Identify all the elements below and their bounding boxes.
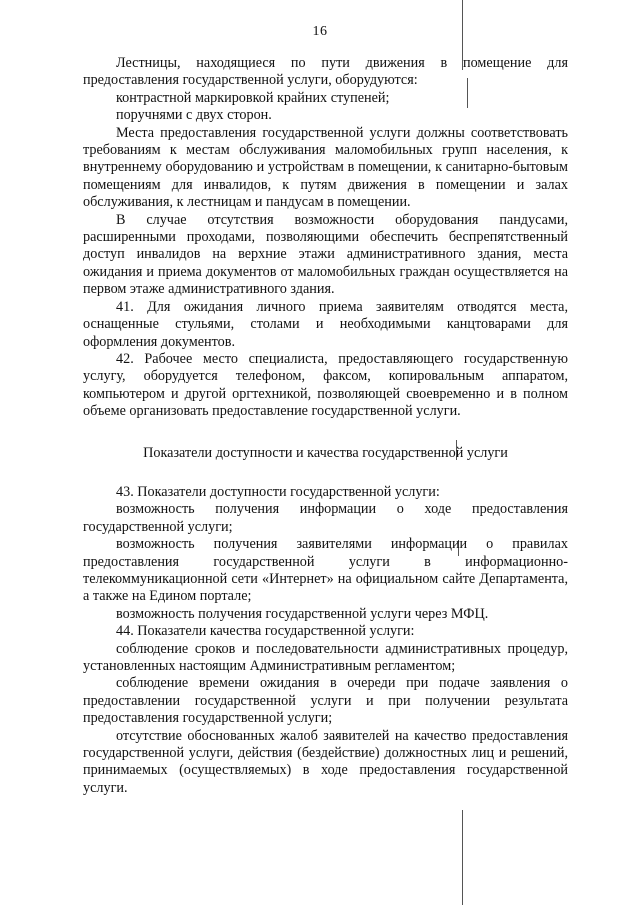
section-heading: Показатели доступности и качества государственной услуги xyxy=(143,444,508,461)
list-item: возможность получения заявителями информации о правилах предоставления государственной услуги в информационно-телекоммуникационной сети «Интернет» на официальном сайте Департамента, а также на Едином портале; xyxy=(83,536,568,605)
paragraph-44: 44. Показатели качества государственной услуги: xyxy=(116,623,415,640)
list-item: отсутствие обоснованных жалоб заявителей на качество предоставления государственной услуги, действия (бездействие) должностных лиц и решений, принимаемых (осуществляемых) в ходе предоставления государственной услуги. xyxy=(83,727,568,796)
list-item: соблюдение времени ожидания в очереди при подаче заявления о предоставлении государственной услуги и при получении результата предоставления государственной услуги; xyxy=(83,675,568,727)
list-item: возможность получения информации о ходе предоставления государственной услуги; xyxy=(83,501,568,535)
page-number: 16 xyxy=(312,24,328,39)
paragraph-43: 43. Показатели доступности государственной услуги: xyxy=(116,483,440,500)
list-item: соблюдение сроков и последовательности административных процедур, установленных настоящим Административным регламентом; xyxy=(83,640,568,674)
scan-line-mark xyxy=(462,810,463,905)
paragraph-41: 41. Для ожидания личного приема заявителям отводятся места, оснащенные стульями, столами и необходимыми канцтоварами для оформления документов. xyxy=(83,298,568,350)
paragraph-42: 42. Рабочее место специалиста, предоставляющего государственную услугу, оборудуется телефоном, факсом, копировальным аппаратом, компьютером и другой оргтехникой, позволяющей своевременно и в полном объеме организовать предоставление государственной услуги. xyxy=(83,350,568,420)
list-item: возможность получения государственной услуги через МФЦ. xyxy=(116,605,489,622)
list-item: поручнями с двух сторон. xyxy=(116,107,272,124)
list-item: контрастной маркировкой крайних ступеней; xyxy=(116,89,390,106)
paragraph: Лестницы, находящиеся по пути движения в помещение для предоставления государственной услуги, оборудуются: xyxy=(83,55,568,89)
paragraph: Места предоставления государственной услуги должны соответствовать требованиям к местам обслуживания маломобильных групп населения, к внутреннему оборудованию и устройствам в помещении, к санитарно-бытовым помещениям для инвалидов, к путям движения в помещении и залах обслуживания, к лестницам и пандусам в помещении. xyxy=(83,124,568,211)
paragraph: В случае отсутствия возможности оборудования пандусами, расширенными проходами, позволяющими обеспечить беспрепятственный доступ инвалидов на верхние этажи административного здания, места ожидания и приема документов от маломобильных граждан осуществляется на первом этаже административного здания. xyxy=(83,211,568,298)
document-body xyxy=(83,55,568,797)
